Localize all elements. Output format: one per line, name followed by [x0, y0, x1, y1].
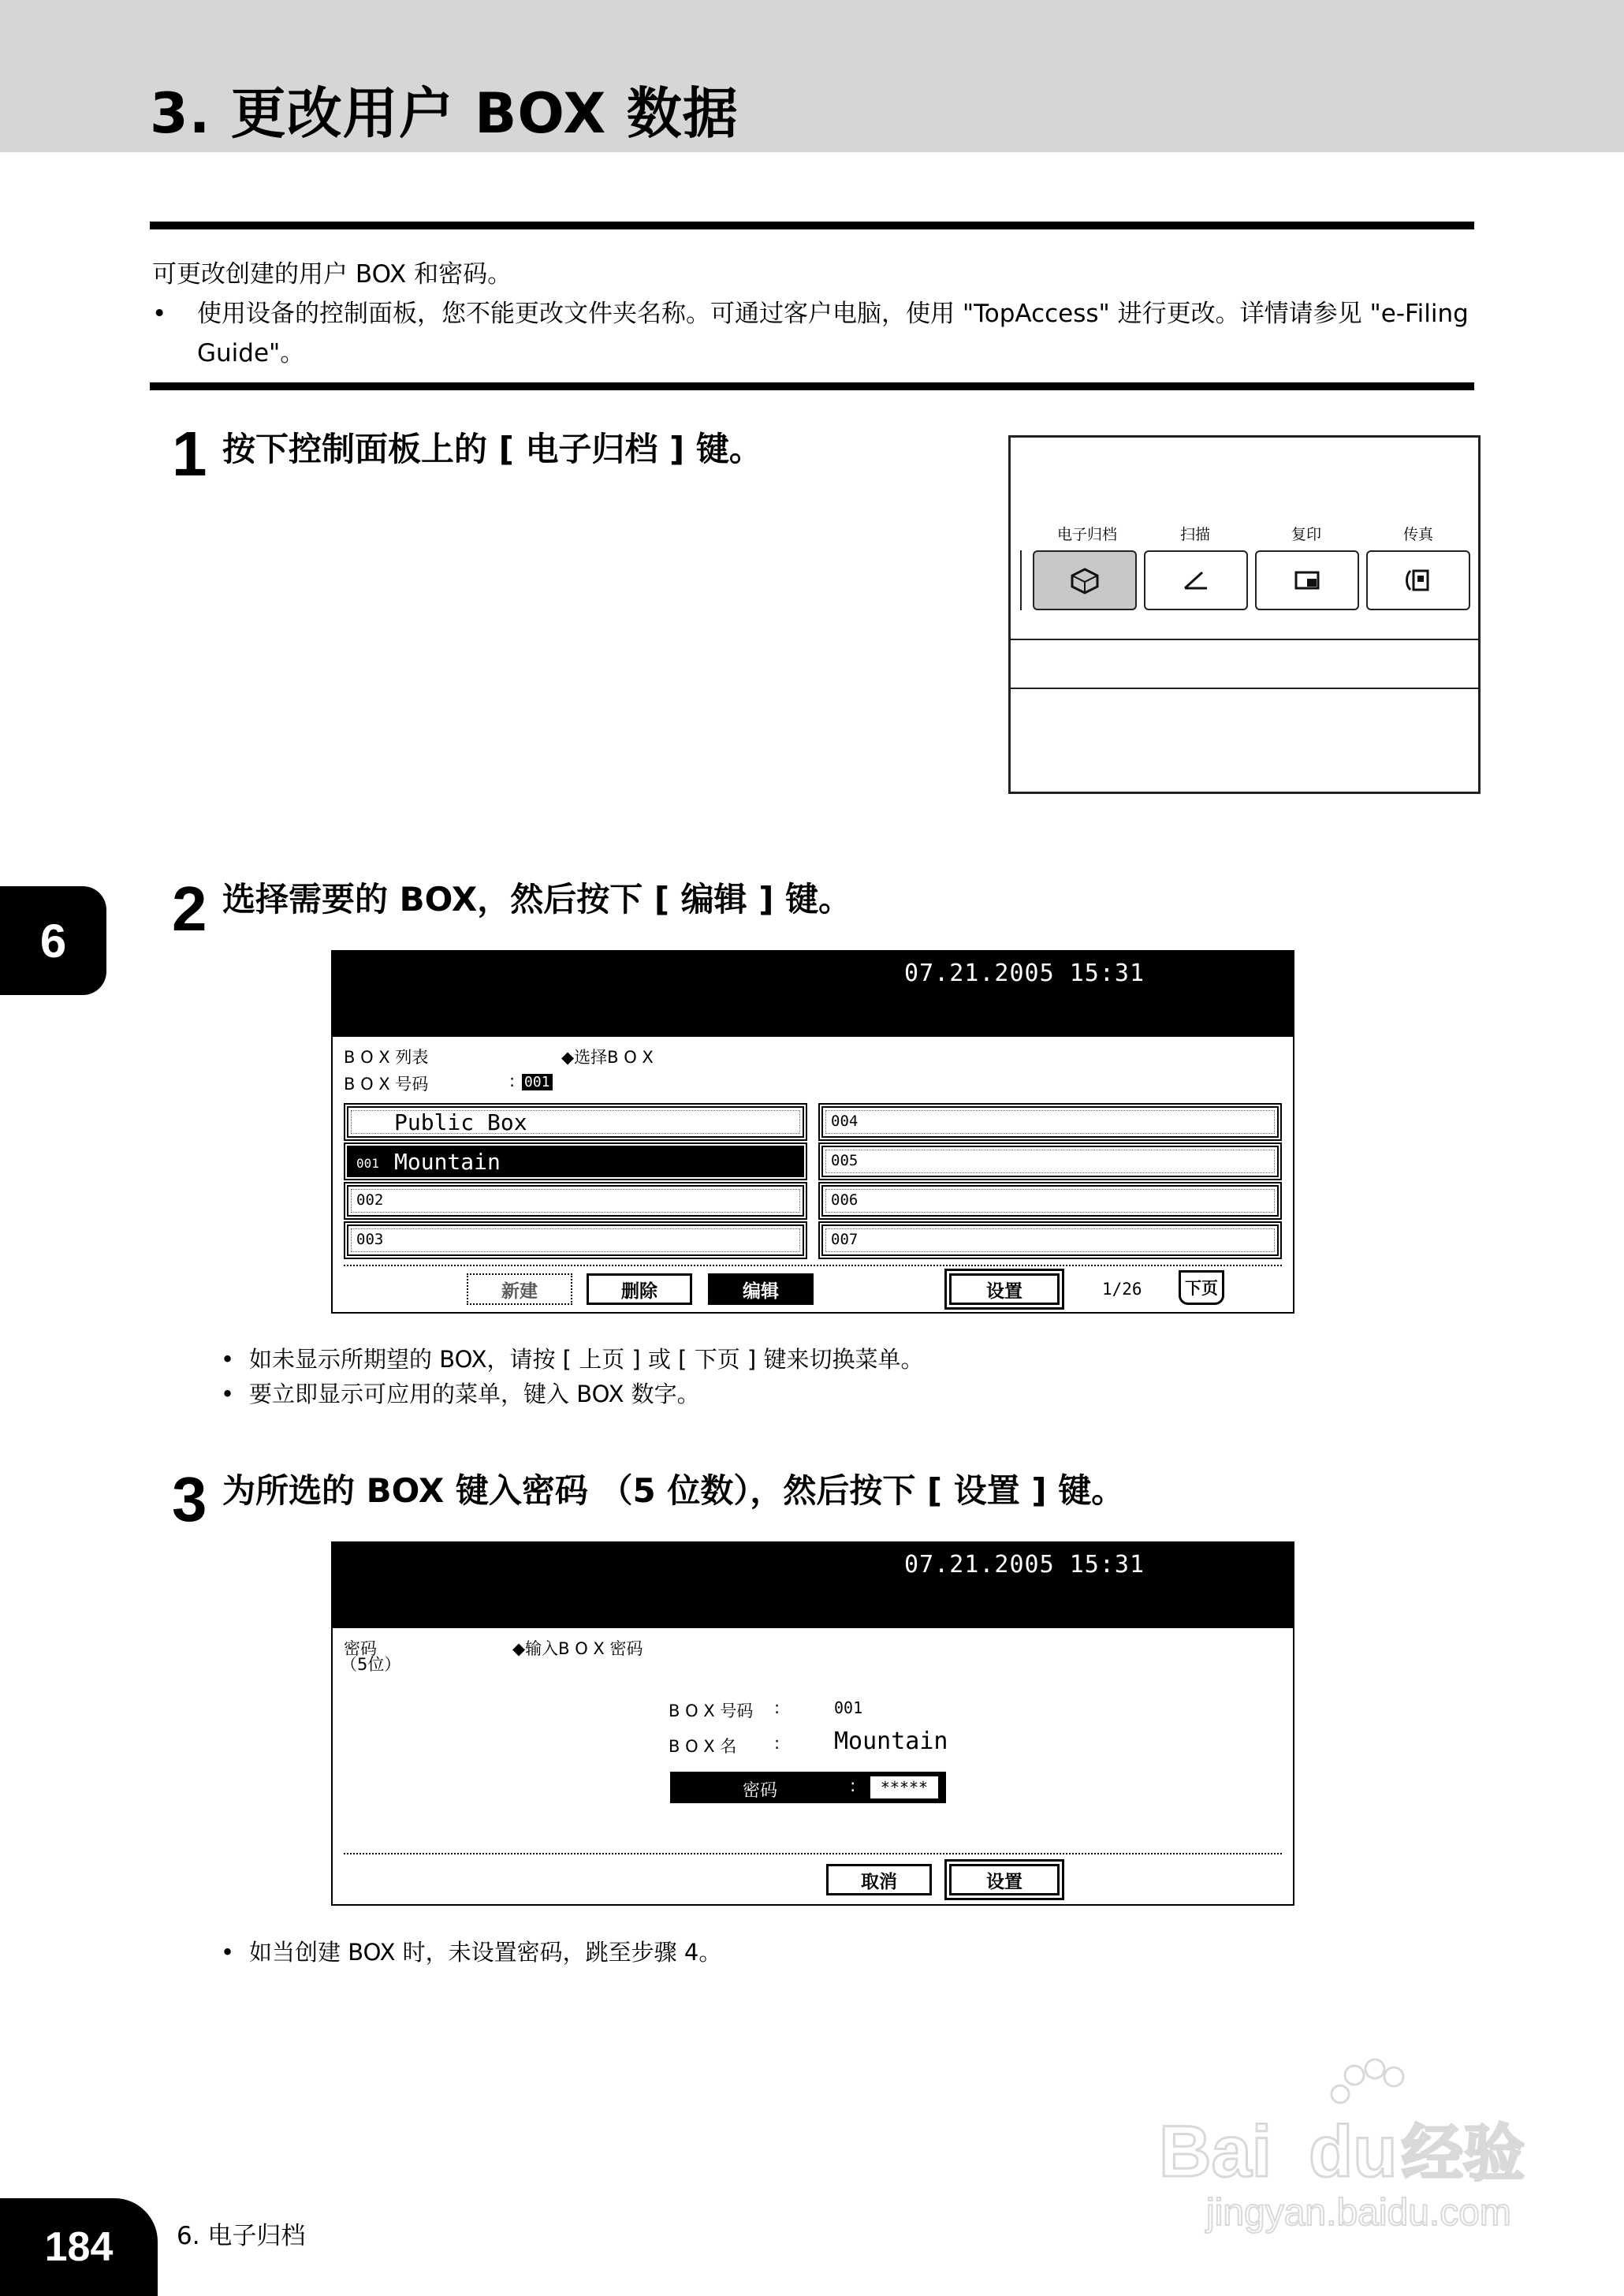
box-item-frame [351, 1228, 800, 1252]
box-item-frame [825, 1189, 1275, 1213]
panel-label-scan: 扫描 [1179, 526, 1210, 543]
box-name-value: Mountain [834, 1728, 948, 1755]
box-item-name: Public Box [394, 1109, 527, 1135]
password-field[interactable] [670, 1772, 946, 1803]
status-bar [333, 952, 1293, 1037]
box-item-id: 004 [831, 1113, 859, 1130]
box-item-frame [351, 1189, 800, 1213]
box-item-id: 006 [831, 1191, 859, 1209]
intro-text [152, 255, 1477, 373]
edit-button[interactable]: 编辑 [708, 1273, 814, 1305]
step2-note-2 [221, 1377, 700, 1411]
next-page-button[interactable]: 下页 [1179, 1270, 1224, 1305]
copy-key[interactable] [1255, 550, 1359, 610]
fax-icon [1401, 565, 1436, 596]
box-item-id: 002 [356, 1191, 384, 1209]
svg-text:Bai: Bai [1159, 2112, 1272, 2192]
box-item-001[interactable] [347, 1146, 804, 1177]
page-number: 184 [0, 2198, 158, 2296]
delete-button[interactable]: 删除 [587, 1273, 692, 1305]
box-name-colon: : [774, 1734, 780, 1753]
box-item-003[interactable] [347, 1224, 804, 1256]
baidu-watermark-logo [1151, 2058, 1545, 2239]
chapter-tab: 6 [0, 886, 106, 995]
box-item-006[interactable] [821, 1185, 1279, 1217]
scan-icon [1179, 565, 1213, 596]
box-number-colon: : [509, 1072, 516, 1090]
control-panel-figure [1008, 435, 1481, 794]
cancel-button[interactable]: 取消 [826, 1864, 932, 1895]
intro-line: 可更改创建的用户 BOX 和密码。 [152, 260, 512, 289]
instruction-text: ◆选择B O X [561, 1048, 654, 1067]
box-item-004[interactable] [821, 1106, 1279, 1138]
bullet-mark: • [221, 1346, 235, 1373]
box-item-frame [825, 1228, 1275, 1252]
panel-label-fax: 传真 [1402, 526, 1433, 543]
step-1-text: 按下控制面板上的 [ 电子归档 ] 键。 [222, 430, 762, 468]
panel-divider-2 [1011, 688, 1478, 689]
box-item-public[interactable] [347, 1106, 804, 1138]
intro-bottom-rule [150, 382, 1474, 390]
box-number-label: B O X 号码 [669, 1702, 754, 1720]
footer-chapter-label: 6. 电子归档 [177, 2222, 306, 2250]
clock: 07.21.2005 15:31 [904, 1551, 1145, 1578]
svg-text:经验: 经验 [1402, 2119, 1525, 2190]
step-2-text: 选择需要的 BOX，然后按下 [ 编辑 ] 键。 [222, 880, 852, 919]
panel-label-copy: 复印 [1291, 526, 1321, 543]
svg-text:jingyan.baidu.com: jingyan.baidu.com [1206, 2192, 1511, 2234]
box-item-005[interactable] [821, 1146, 1279, 1177]
step-1-number: 1 [172, 419, 207, 489]
box-item-007[interactable] [821, 1224, 1279, 1256]
efiling-key[interactable] [1033, 550, 1137, 610]
password-screen [331, 1541, 1294, 1906]
note-text: 如未显示所期望的 BOX，请按 [ 上页 ] 或 [ 下页 ] 键来切换菜单。 [249, 1346, 924, 1373]
box-number-colon: : [774, 1698, 780, 1717]
password-digits-label: （5位） [341, 1655, 401, 1674]
password-label: 密码 [344, 1639, 377, 1658]
box-item-id: 007 [831, 1231, 859, 1248]
step2-note-1 [221, 1342, 923, 1377]
password-field-label: 密码 [743, 1781, 778, 1801]
instruction-text: ◆输入B O X 密码 [512, 1639, 643, 1658]
scan-key[interactable] [1144, 550, 1248, 610]
status-bar [333, 1543, 1293, 1628]
step-3-number: 3 [172, 1464, 207, 1534]
box-number-value: 001 [834, 1698, 863, 1717]
new-button[interactable]: 新建 [467, 1273, 572, 1305]
page-title: 3. 更改用户 BOX 数据 [150, 81, 739, 146]
box-item-id: 005 [831, 1152, 859, 1169]
box-item-id: 001 [356, 1156, 379, 1171]
bullet-mark: • [152, 300, 167, 328]
set-button[interactable]: 设置 [949, 1273, 1060, 1305]
panel-label-efiling: 电子归档 [1056, 526, 1117, 543]
box-item-frame [825, 1150, 1275, 1173]
panel-divider-1 [1011, 639, 1478, 640]
box-item-name: Mountain [394, 1149, 501, 1175]
button-row-divider [344, 1853, 1282, 1854]
copy-icon [1290, 565, 1324, 596]
intro-bullet [152, 294, 1477, 373]
step3-note-1 [221, 1935, 721, 1970]
bullet-mark: • [221, 1381, 235, 1407]
intro-bullet-text: 使用设备的控制面板，您不能更改文件夹名称。可通过客户电脑，使用 "TopAccess" 进行更改。详情请参见 "e-Filing Guide"。 [197, 300, 1469, 367]
password-field-colon: : [850, 1776, 856, 1796]
clock: 07.21.2005 15:31 [904, 960, 1145, 987]
box-item-002[interactable] [347, 1185, 804, 1217]
panel-edge [1020, 550, 1022, 610]
step-3-text: 为所选的 BOX 键入密码 （5 位数），然后按下 [ 设置 ] 键。 [222, 1471, 1125, 1510]
box-list-label: B O X 列表 [344, 1048, 429, 1067]
step-2-number: 2 [172, 874, 207, 944]
box-number-label: B O X 号码 [344, 1075, 429, 1094]
box-number-value[interactable]: 001 [522, 1074, 553, 1090]
button-row-divider [344, 1265, 1282, 1266]
svg-text:du: du [1309, 2112, 1398, 2192]
intro-top-rule [150, 222, 1474, 229]
set-button[interactable]: 设置 [949, 1864, 1060, 1895]
note-text: 要立即显示可应用的菜单，键入 BOX 数字。 [249, 1381, 700, 1407]
password-value[interactable]: ***** [870, 1776, 938, 1798]
box-name-label: B O X 名 [669, 1737, 737, 1756]
note-text: 如当创建 BOX 时，未设置密码，跳至步骤 4。 [249, 1939, 722, 1966]
box-item-id: 003 [356, 1231, 384, 1248]
box-list-screen [331, 950, 1294, 1314]
fax-key[interactable] [1366, 550, 1470, 610]
page-indicator: 1/26 [1102, 1280, 1142, 1299]
box-item-frame [825, 1110, 1275, 1134]
box-icon [1067, 565, 1102, 596]
bullet-mark: • [221, 1939, 235, 1966]
